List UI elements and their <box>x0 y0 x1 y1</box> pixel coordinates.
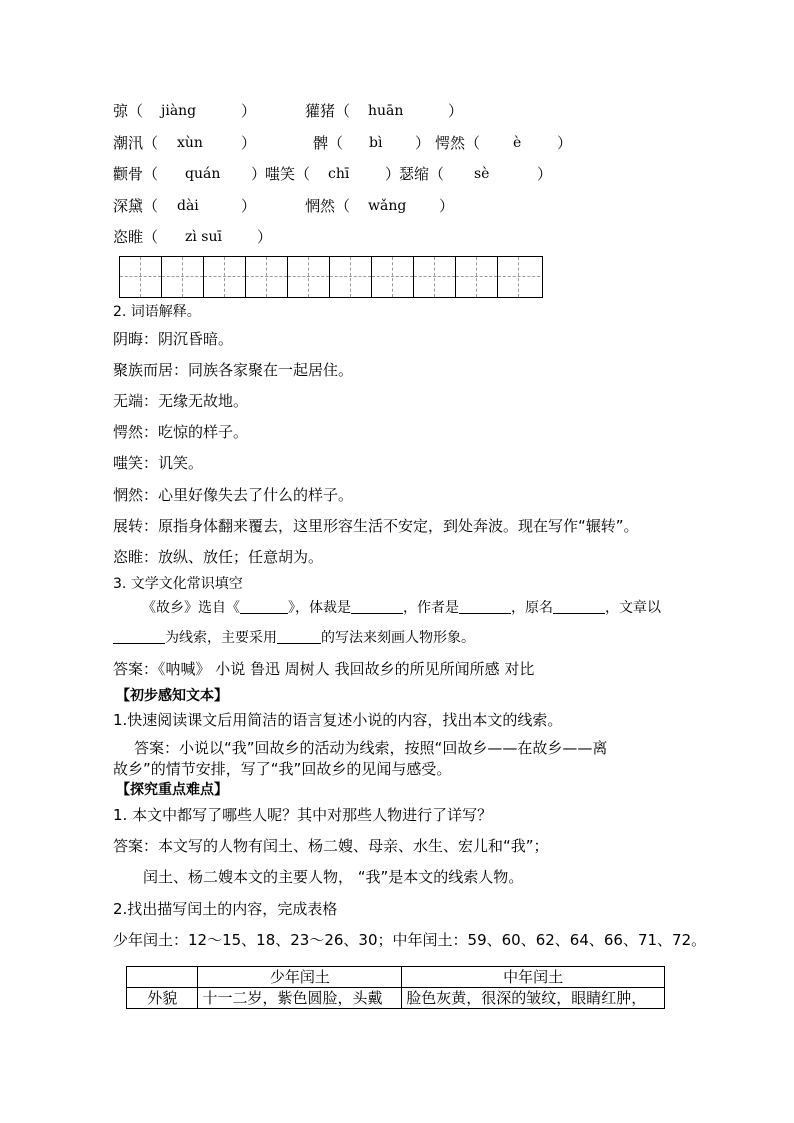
pinyin-word: 嗤笑（ <box>265 165 311 183</box>
pinyin-word: 瑟缩（ <box>399 165 445 183</box>
fill-text: 的写法来刻画人物形象。 <box>321 630 475 646</box>
reference-paragraphs: 少年闰土：12～15、18、23～26、30；中年闰土：59、60、62、64、66、71、72。 <box>113 931 707 949</box>
pinyin-text: bì <box>369 135 383 151</box>
literary-fill-line-1 <box>142 597 661 619</box>
answer-text: 闰土、杨二嫂本文的主要人物， “我”是本文的线索人物。 <box>143 868 524 886</box>
pinyin-text: è <box>513 135 522 151</box>
pinyin-text: jiàng <box>161 103 197 119</box>
pinyin-text: zì suī <box>185 229 222 245</box>
vocab-item: 聚族而居：同族各家聚在一起居住。 <box>113 361 354 379</box>
pinyin-bracket: ） <box>415 134 431 152</box>
pinyin-word: 深黛（ <box>113 197 159 215</box>
literary-answer: 答案：《呐喊》 小说 鲁迅 周树人 我回故乡的所见所闻所感 对比 <box>113 660 535 678</box>
vocab-item: 无端：无缘无故地。 <box>113 392 249 410</box>
literary-heading: 3. 文学文化常识填空 <box>113 576 243 592</box>
pinyin-word: 惘然（ <box>305 197 351 215</box>
pinyin-text: sè <box>474 166 490 182</box>
answer-text: 答案：小说以“我”回故乡的活动为线索，按照“回故乡——在故乡——离 <box>134 739 608 757</box>
pinyin-bracket: ） <box>251 165 267 183</box>
grid-square <box>330 257 372 297</box>
section-heading-key: 【探究重点难点】 <box>116 782 228 798</box>
fill-text: 为线索，主要采用 <box>165 630 277 646</box>
table-row <box>127 988 665 1009</box>
fill-blank[interactable] <box>553 597 605 614</box>
pinyin-text: dài <box>177 198 199 214</box>
vocab-item: 愕然：吃惊的样子。 <box>113 423 249 441</box>
pinyin-bracket: ） <box>241 102 257 120</box>
table-cell: 脸色灰黄，很深的皱纹，眼睛红肿， <box>402 988 665 1009</box>
fill-blank[interactable] <box>113 627 165 644</box>
fill-text: 《故乡》选自《 <box>142 600 240 616</box>
fill-blank[interactable] <box>277 627 321 644</box>
vocab-item: 嗤笑：讥笑。 <box>113 454 204 472</box>
vocab-item: 阴晦：阴沉昏暗。 <box>113 330 234 348</box>
pinyin-text: chī <box>328 166 350 182</box>
pinyin-word: 髀（ <box>313 134 344 152</box>
fill-blank[interactable] <box>351 597 403 614</box>
table-row-label: 外貌 <box>127 988 198 1009</box>
answer-text: 故乡”的情节安排，写了“我”回故乡的见闻与感受。 <box>113 760 452 778</box>
pinyin-text: quán <box>185 166 221 182</box>
vocab-heading: 2. 词语解释。 <box>113 304 201 320</box>
pinyin-text: xùn <box>177 135 203 151</box>
pinyin-bracket: ） <box>241 197 257 215</box>
grid-square <box>204 257 246 297</box>
table-header-cell: 少年闰土 <box>198 967 402 988</box>
pinyin-bracket: ） <box>557 134 573 152</box>
pinyin-bracket: ） <box>537 165 553 183</box>
grid-square <box>498 257 540 297</box>
grid-square <box>246 257 288 297</box>
pinyin-word: 弶（ <box>113 102 144 120</box>
vocab-item: 惘然：心里好像失去了什么的样子。 <box>113 486 354 504</box>
section-heading-initial: 【初步感知文本】 <box>116 688 228 704</box>
question-text: 1. 本文中都写了哪些人呢？其中对那些人物进行了详写？ <box>113 806 493 824</box>
grid-square <box>372 257 414 297</box>
writing-grid <box>119 256 543 298</box>
question-text: 1.快速阅读课文后用简洁的语言复述小说的内容，找出本文的线索。 <box>113 711 563 729</box>
grid-square <box>288 257 330 297</box>
question-text: 2.找出描写闰土的内容，完成表格 <box>113 900 338 918</box>
pinyin-bracket: ） <box>385 165 401 183</box>
fill-blank[interactable] <box>459 597 511 614</box>
fill-text: ，原名 <box>511 600 553 616</box>
pinyin-text: huān <box>368 103 404 119</box>
fill-blank[interactable] <box>240 597 288 614</box>
pinyin-word: 愕然（ <box>435 134 481 152</box>
runtu-table <box>126 966 665 1009</box>
table-header-cell: 中年闰土 <box>402 967 665 988</box>
pinyin-word: 潮汛（ <box>113 134 159 152</box>
table-header-row <box>127 967 665 988</box>
grid-square <box>120 257 162 297</box>
pinyin-bracket: ） <box>241 134 257 152</box>
table-cell: 十一二岁，紫色圆脸，头戴 <box>198 988 402 1009</box>
pinyin-text: wǎng <box>368 198 407 214</box>
pinyin-bracket: ） <box>448 102 464 120</box>
table-header-cell <box>127 967 198 988</box>
vocab-item: 恣睢：放纵、放任；任意胡为。 <box>113 548 324 566</box>
pinyin-word: 颧骨（ <box>113 165 159 183</box>
fill-text: ，文章以 <box>605 600 661 616</box>
grid-square <box>414 257 456 297</box>
pinyin-word: 獾猪（ <box>305 102 351 120</box>
fill-text: 》，体裁是 <box>288 600 351 616</box>
grid-square <box>162 257 204 297</box>
literary-fill-line-2 <box>113 627 475 649</box>
pinyin-bracket: ） <box>257 228 273 246</box>
vocab-item: 展转：原指身体翻来覆去，这里形容生活不安定，到处奔波。现在写作“辗转”。 <box>113 517 639 535</box>
answer-text: 答案：本文写的人物有闰土、杨二嫂、母亲、水生、宏儿和“我”； <box>113 837 549 855</box>
grid-square <box>456 257 498 297</box>
pinyin-bracket: ） <box>439 197 455 215</box>
fill-text: ，作者是 <box>403 600 459 616</box>
pinyin-word: 恣睢（ <box>113 228 159 246</box>
